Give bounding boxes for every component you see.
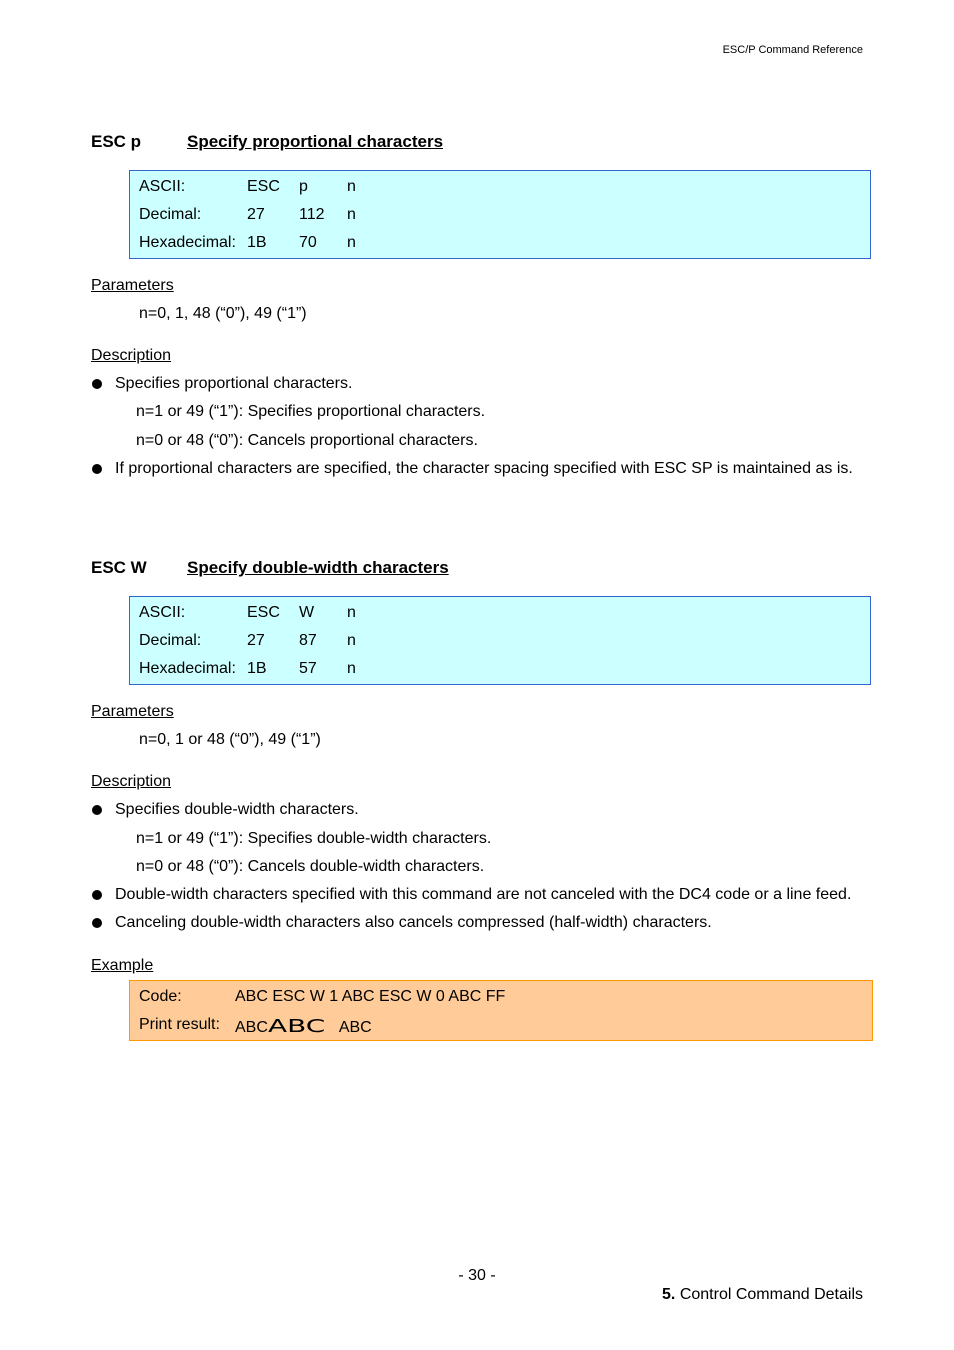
description-bullet: Specifies double-width characters. <box>115 801 359 818</box>
parameters-text: n=0, 1 or 48 (“0”), 49 (“1”) <box>139 731 321 748</box>
row-label: Hexadecimal: <box>139 660 236 677</box>
running-header: ESC/P Command Reference <box>722 44 863 56</box>
row-value: 112 <box>299 206 325 223</box>
row-value: n <box>347 632 356 649</box>
row-label: Hexadecimal: <box>139 234 236 251</box>
row-value: n <box>347 604 356 621</box>
row-value: 1B <box>247 660 267 677</box>
row-label: ASCII: <box>139 178 186 195</box>
result-label: Print result: <box>139 1016 220 1033</box>
description-heading: Description <box>91 773 172 790</box>
example-box <box>129 980 873 1041</box>
row-label: ASCII: <box>139 604 186 621</box>
command-box-esc-p <box>129 170 871 259</box>
code-label: Code: <box>139 988 182 1005</box>
row-value: n <box>347 206 356 223</box>
parameters-heading: Parameters <box>91 703 174 720</box>
row-label: Decimal: <box>139 632 202 649</box>
bullet-dot <box>92 379 102 389</box>
row-value: n <box>347 660 356 677</box>
bullet-dot <box>92 805 102 815</box>
command-box-esc-w <box>129 596 871 685</box>
command-title: Specify double-width characters <box>187 558 449 577</box>
command-code: ESC W <box>91 558 147 577</box>
command-code: ESC p <box>91 132 142 151</box>
row-value: p <box>299 178 308 195</box>
row-value: 70 <box>299 234 317 251</box>
result-value <box>235 1016 372 1037</box>
row-value: ESC <box>247 604 280 621</box>
description-bullet: Double-width characters specified with this command are not canceled with the DC4 code or a line feed. <box>115 886 852 903</box>
row-value: n <box>347 234 356 251</box>
description-sub: n=0 or 48 (“0”): Cancels double-width characters. <box>136 858 485 875</box>
parameters-text: n=0, 1, 48 (“0”), 49 (“1”) <box>139 305 307 322</box>
example-heading: Example <box>91 957 154 974</box>
code-value: ABC ESC W 1 ABC ESC W 0 ABC FF <box>235 988 506 1005</box>
result-normal-text: ABC <box>235 1019 268 1036</box>
row-value: W <box>299 604 315 621</box>
row-value: 27 <box>247 632 265 649</box>
description-bullet: Specifies proportional characters. <box>115 375 353 392</box>
result-wide-text: ABC <box>267 1016 326 1037</box>
row-label: Decimal: <box>139 206 202 223</box>
section-title-esc-w <box>91 558 449 578</box>
chapter-title: Control Command Details <box>679 1286 863 1303</box>
description-heading: Description <box>91 347 172 364</box>
row-value: 57 <box>299 660 317 677</box>
description-sub: n=1 or 49 (“1”): Specifies proportional characters. <box>136 403 486 420</box>
row-value: ESC <box>247 178 280 195</box>
result-normal-text: ABC <box>338 1019 372 1036</box>
command-title: Specify proportional characters <box>187 132 444 151</box>
description-bullet: If proportional characters are specified, the character spacing specified with ESC SP is maintained as is. <box>115 460 853 477</box>
row-value: 27 <box>247 206 265 223</box>
row-value: 87 <box>299 632 317 649</box>
description-sub: n=0 or 48 (“0”): Cancels proportional characters. <box>136 432 478 449</box>
section-title-esc-p <box>91 132 443 152</box>
description-bullet: Canceling double-width characters also cancels compressed (half-width) characters. <box>115 914 712 931</box>
chapter-footer <box>662 1286 863 1304</box>
row-value: n <box>347 178 356 195</box>
row-value: 1B <box>247 234 267 251</box>
bullet-dot <box>92 918 102 928</box>
bullet-dot <box>92 464 102 474</box>
parameters-heading: Parameters <box>91 277 174 294</box>
chapter-number: 5. <box>662 1286 676 1303</box>
description-sub: n=1 or 49 (“1”): Specifies double-width characters. <box>136 830 492 847</box>
bullet-dot <box>92 890 102 900</box>
page-number: - 30 - <box>458 1267 496 1284</box>
